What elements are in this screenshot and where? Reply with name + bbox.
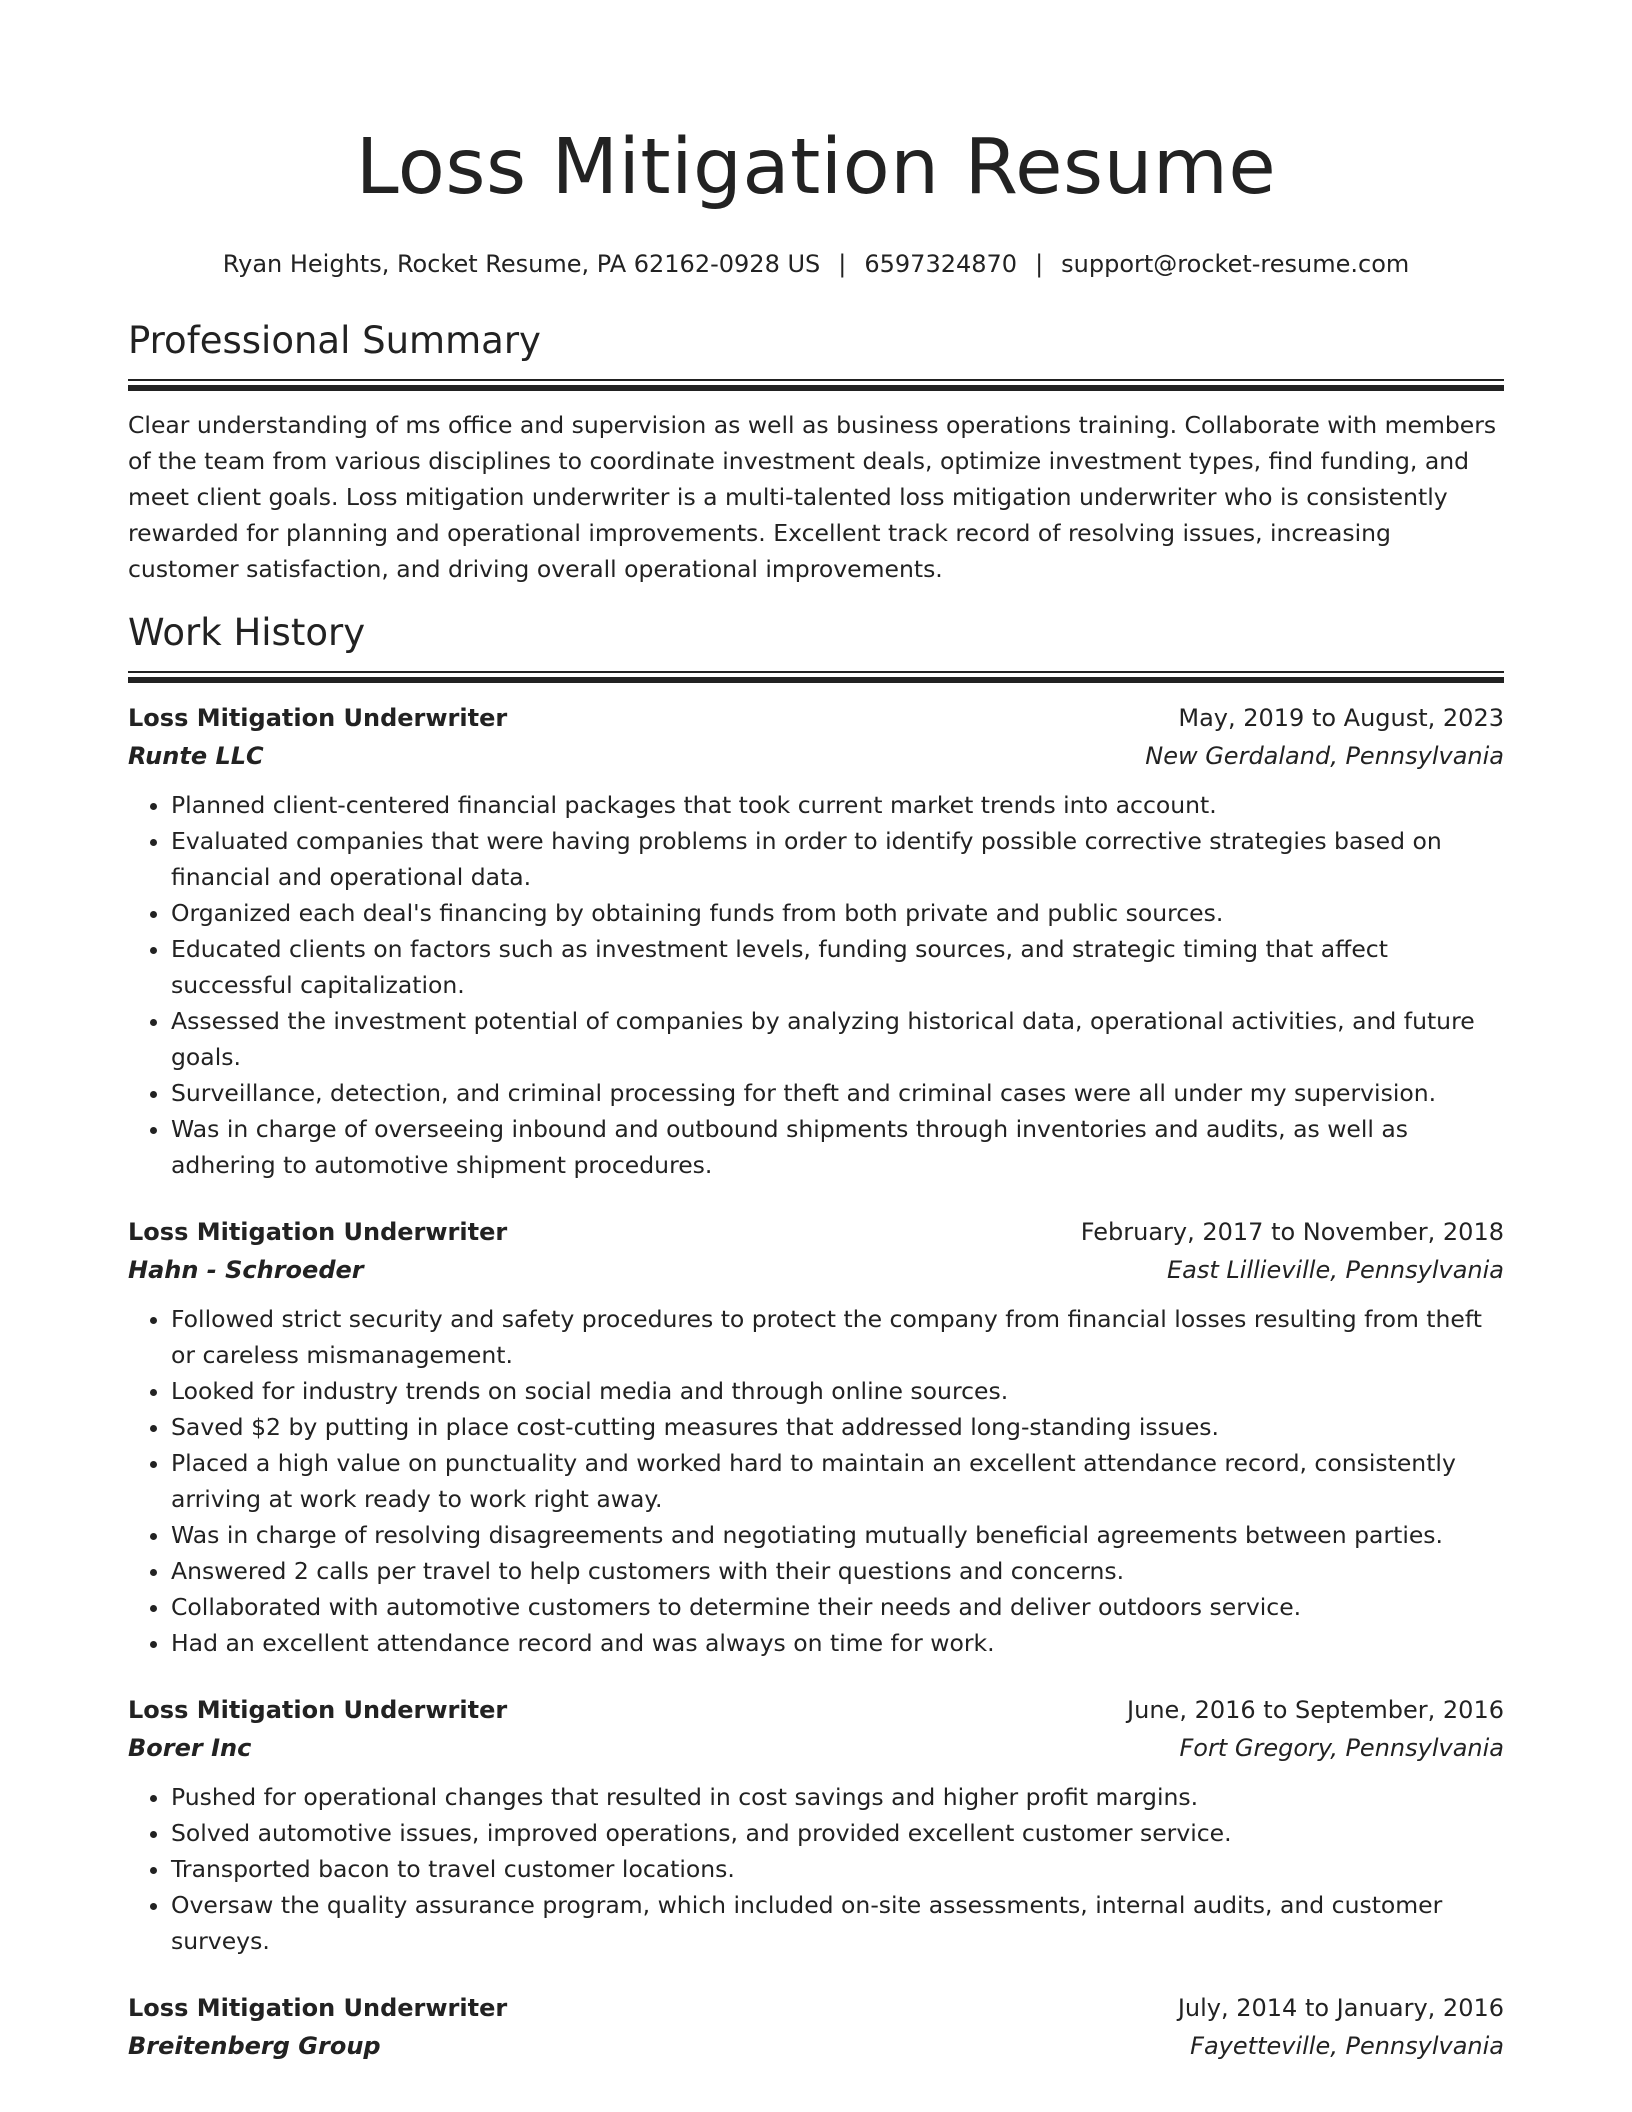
job-title: Loss Mitigation Underwriter — [128, 1218, 508, 1246]
job-dates: July, 2014 to January, 2016 — [1177, 1994, 1504, 2022]
job-entry — [128, 1213, 1504, 1661]
work-history-section — [128, 609, 1504, 2065]
job-location: East Lillieville, Pennsylvania — [1167, 1256, 1504, 1284]
job-company: Runte LLC — [128, 742, 264, 770]
job-bullet-item: • Placed a high value on punctuality and worked hard to maintain an excellent attendance record, consistently arriving at work ready to work right away. — [171, 1445, 1504, 1517]
jobs-list — [128, 699, 1504, 2065]
job-header-row — [128, 699, 1504, 737]
job-subheader-row — [128, 2027, 1504, 2065]
job-entry — [128, 1989, 1504, 2065]
job-header-row — [128, 1691, 1504, 1729]
job-bullet-item: • Evaluated companies that were having problems in order to identify possible corrective strategies based on financial and operational data. — [171, 823, 1504, 895]
section-divider — [128, 671, 1504, 681]
job-title: Loss Mitigation Underwriter — [128, 1994, 508, 2022]
job-header-row — [128, 1989, 1504, 2027]
job-bullet-item: • Was in charge of overseeing inbound and outbound shipments through inventories and audits, as well as adhering to automotive shipment procedures. — [171, 1111, 1504, 1183]
job-bullet-item: • Surveillance, detection, and criminal processing for theft and criminal cases were all under my supervision. — [171, 1075, 1504, 1111]
job-bullet-item: • Solved automotive issues, improved operations, and provided excellent customer service. — [171, 1815, 1504, 1851]
job-entry — [128, 1691, 1504, 1959]
job-bullet-item: • Followed strict security and safety procedures to protect the company from financial losses resulting from theft or careless mismanagement. — [171, 1301, 1504, 1373]
job-bullet-item: • Transported bacon to travel customer locations. — [171, 1851, 1504, 1887]
job-dates: May, 2019 to August, 2023 — [1178, 704, 1504, 732]
summary-text: Clear understanding of ms office and supervision as well as business operations training. Collaborate with members of the team from various disciplines to coordinate investment deals, optimize investment types, find funding, and meet client goals. Loss mitigation underwriter is a multi-talented loss mitigation underwriter who is consistently rewarded for planning and operational improvements. Excellent track record of resolving issues, increasing customer satisfaction, and driving overall operational improvements. — [128, 411, 1497, 583]
job-dates: June, 2016 to September, 2016 — [1127, 1696, 1504, 1724]
job-header-row — [128, 1213, 1504, 1251]
job-bullet-item: • Pushed for operational changes that resulted in cost savings and higher profit margins. — [171, 1779, 1504, 1815]
section-heading-work-history: Work History — [128, 611, 366, 654]
contact-address: Ryan Heights, Rocket Resume, PA 62162-0928 US — [222, 250, 821, 278]
job-dates: February, 2017 to November, 2018 — [1080, 1218, 1504, 1246]
job-location: Fort Gregory, Pennsylvania — [1179, 1734, 1504, 1762]
job-bullet-item: • Answered 2 calls per travel to help customers with their questions and concerns. — [171, 1553, 1504, 1589]
job-entry — [128, 699, 1504, 1183]
job-location: Fayetteville, Pennsylvania — [1190, 2032, 1504, 2060]
section-heading-summary: Professional Summary — [128, 319, 541, 362]
job-bullet-list — [128, 1301, 1504, 1661]
section-divider — [128, 379, 1504, 389]
job-company: Borer Inc — [128, 1734, 252, 1762]
job-subheader-row — [128, 1729, 1504, 1767]
job-bullet-item: • Collaborated with automotive customers to determine their needs and deliver outdoors service. — [171, 1589, 1504, 1625]
job-title: Loss Mitigation Underwriter — [128, 704, 508, 732]
job-location: New Gerdaland, Pennsylvania — [1145, 742, 1504, 770]
job-title: Loss Mitigation Underwriter — [128, 1696, 508, 1724]
contact-separator: | — [1035, 250, 1044, 278]
job-bullet-item: • Organized each deal's financing by obtaining funds from both private and public sources. — [171, 895, 1504, 931]
job-bullet-item: • Was in charge of resolving disagreements and negotiating mutually beneficial agreements between parties. — [171, 1517, 1504, 1553]
job-bullet-list — [128, 787, 1504, 1183]
job-subheader-row — [128, 1251, 1504, 1289]
job-bullet-item: • Saved $2 by putting in place cost-cutting measures that addressed long-standing issues. — [171, 1409, 1504, 1445]
job-bullet-item: • Had an excellent attendance record and was always on time for work. — [171, 1625, 1504, 1661]
job-bullet-item: • Looked for industry trends on social media and through online sources. — [171, 1373, 1504, 1409]
job-bullet-item: • Assessed the investment potential of companies by analyzing historical data, operational activities, and future goals. — [171, 1003, 1504, 1075]
job-bullet-item: • Oversaw the quality assurance program, which included on-site assessments, internal audits, and customer surveys. — [171, 1887, 1504, 1959]
job-bullet-item: • Planned client-centered financial packages that took current market trends into account. — [171, 787, 1504, 823]
resume-title: Loss Mitigation Resume — [355, 123, 1277, 212]
contact-email: support@rocket-resume.com — [1061, 250, 1410, 278]
job-bullet-list — [128, 1779, 1504, 1959]
job-subheader-row — [128, 737, 1504, 775]
professional-summary-section — [128, 317, 1504, 587]
contact-phone: 6597324870 — [864, 250, 1018, 278]
job-company: Hahn - Schroeder — [128, 1256, 364, 1284]
job-company: Breitenberg Group — [128, 2032, 381, 2060]
job-bullet-item: • Educated clients on factors such as investment levels, funding sources, and strategic timing that affect successful capitalization. — [171, 931, 1504, 1003]
contact-separator: | — [838, 250, 847, 278]
contact-line — [128, 248, 1504, 280]
